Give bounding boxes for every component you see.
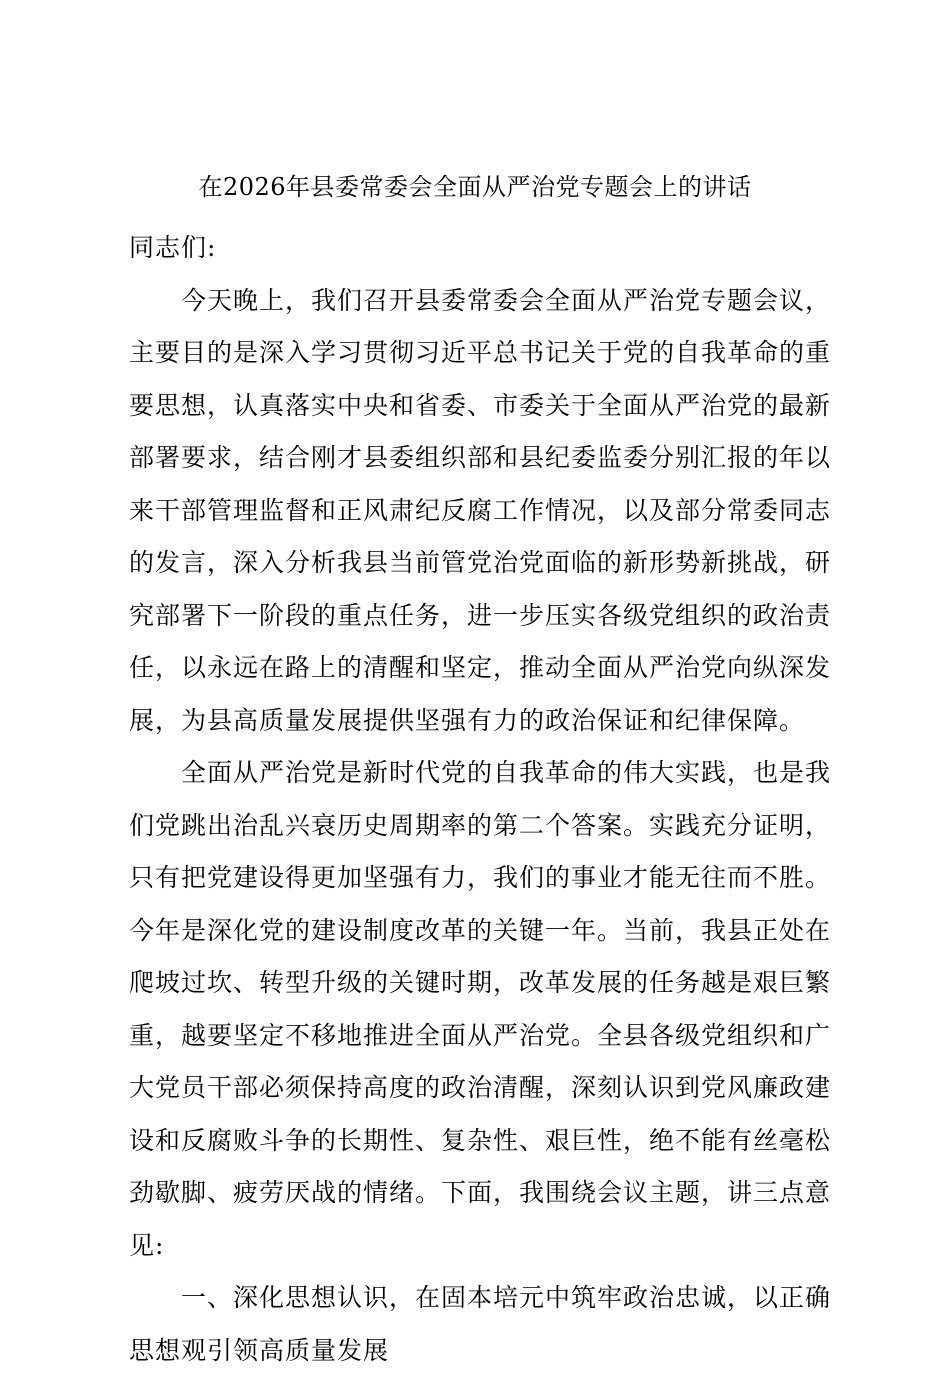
document-body xyxy=(129,222,831,1377)
salutation: 同志们: xyxy=(129,233,217,262)
section-heading-one: 一、深化思想认识，在固本培元中筑牢政治忠诚，以正确思想观引领高质量发展 xyxy=(129,1283,832,1365)
paragraph-opening: 今天晚上，我们召开县委常委会全面从严治党专题会议，主要目的是深入学习贯彻习近平总书记关于党的自我革命的重要思想，认真落实中央和省委、市委关于全面从严治党的最新部署要求，结合刚才县委组织部和县纪委监委分别汇报的年以来干部管理监督和正风肃纪反腐工作情况，以及部分常委同志的发言，深入分析我县当前管党治党面临的新形势新挑战，研究部署下一阶段的重点任务，进一步压实各级党组织的政治责任，以永远在路上的清醒和坚定，推动全面从严治党向纵深发展，为县高质量发展提供坚强有力的政治保证和纪律保障。 xyxy=(129,285,832,735)
document-title: 在2026年县委常委会全面从严治党专题会上的讲话 xyxy=(198,173,752,201)
paragraph-context: 全面从严治党是新时代党的自我革命的伟大实践，也是我们党跳出治乱兴衰历史周期率的第二个答案。实践充分证明，只有把党建设得更加坚强有力，我们的事业才能无往而不胜。今年是深化党的建设制度改革的关键一年。当前，我县正处在爬坡过坎、转型升级的关键时期，改革发展的任务越是艰巨繁重，越要坚定不移地推进全面从严治党。全县各级党组织和广大党员干部必须保持高度的政治清醒，深刻认识到党风廉政建设和反腐败斗争的长期性、复杂性、艰巨性，绝不能有丝毫松劲歇脚、疲劳厌战的情绪。下面，我围绕会议主题，讲三点意见: xyxy=(129,758,832,1260)
